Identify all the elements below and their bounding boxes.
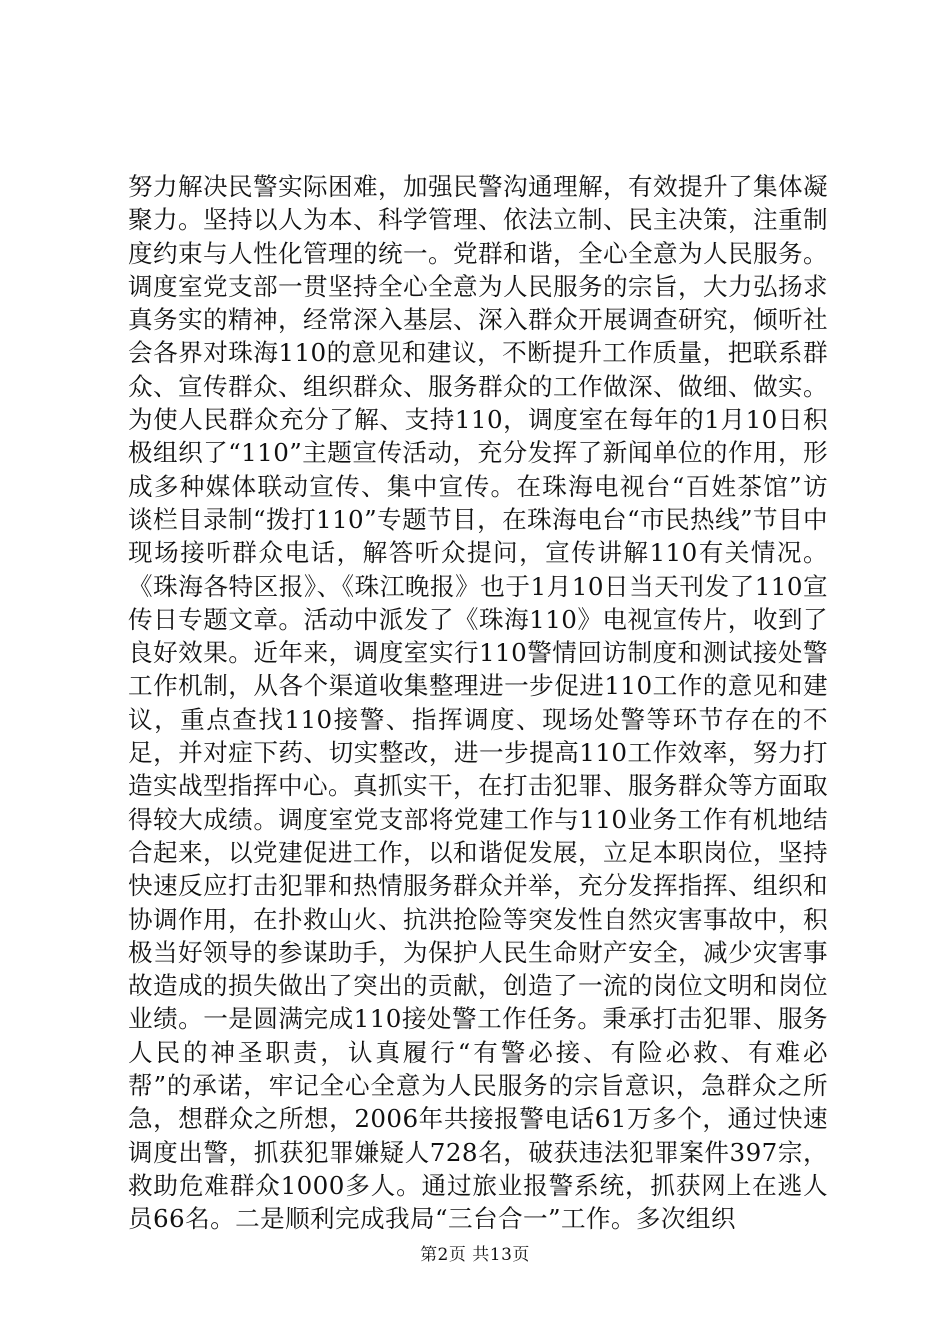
page-number-footer: 第2页 共13页 [420, 1245, 530, 1265]
body-paragraph: 努力解决民警实际困难，加强民警沟通理解，有效提升了集体凝聚力。坚持以人为本、科学管理、依法立制、民主决策，注重制度约束与人性化管理的统一。党群和谐，全心全意为人民服务。调度室党支部一贯坚持全心全意为人民服务的宗旨，大力弘扬求真务实的精神，经常深入基层、深入群众开展调查研究，倾听社会各界对珠海110的意见和建议，不断提升工作质量，把联系群众、宣传群众、组织群众、服务群众的工作做深、做细、做实。为使人民群众充分了解、支持110，调度室在每年的1月10日积极组织了“110”主题宣传活动，充分发挥了新闻单位的作用，形成多种媒体联动宣传、集中宣传。在珠海电视台“百姓茶馆”访谈栏目录制“拨打110”专题节目，在珠海电台“市民热线”节目中现场接听群众电话，解答听众提问，宣传讲解110有关情况。《珠海各特区报》、《珠江晚报》也于1月10日当天刊发了110宣传日专题文章。活动中派发了《珠海110》电视宣传片，收到了良好效果。近年来，调度室实行110警情回访制度和测试接处警工作机制，从各个渠道收集整理进一步促进110工作的意见和建议，重点查找110接警、指挥调度、现场处警等环节存在的不足，并对症下药、切实整改，进一步提高110工作效率，努力打造实战型指挥中心。真抓实干，在打击犯罪、服务群众等方面取得较大成绩。调度室党支部将党建工作与110业务工作有机地结合起来，以党建促进工作，以和谐促发展，立足本职岗位，坚持快速反应打击犯罪和热情服务群众并举，充分发挥指挥、组织和协调作用，在扑救山火、抗洪抢险等突发性自然灾害事故中，积极当好领导的参谋助手，为保护人民生命财产安全，减少灾害事故造成的损失做出了突出的贡献，创造了一流的岗位文明和岗位业绩。一是圆满完成110接处警工作任务。秉承打击犯罪、服务人民的神圣职责，认真履行“有警必接、有险必救、有难必帮”的承诺，牢记全心全意为人民服务的宗旨意识，急群众之所急，想群众之所想，2006年共接报警电话61万多个，通过快速调度出警，抓获犯罪嫌疑人728名，破获违法犯罪案件397宗，救助危难群众1000多人。通过旅业报警系统，抓获网上在逃人员66名。二是顺利完成我局“三台合一”工作。多次组织 [128, 172, 828, 1234]
